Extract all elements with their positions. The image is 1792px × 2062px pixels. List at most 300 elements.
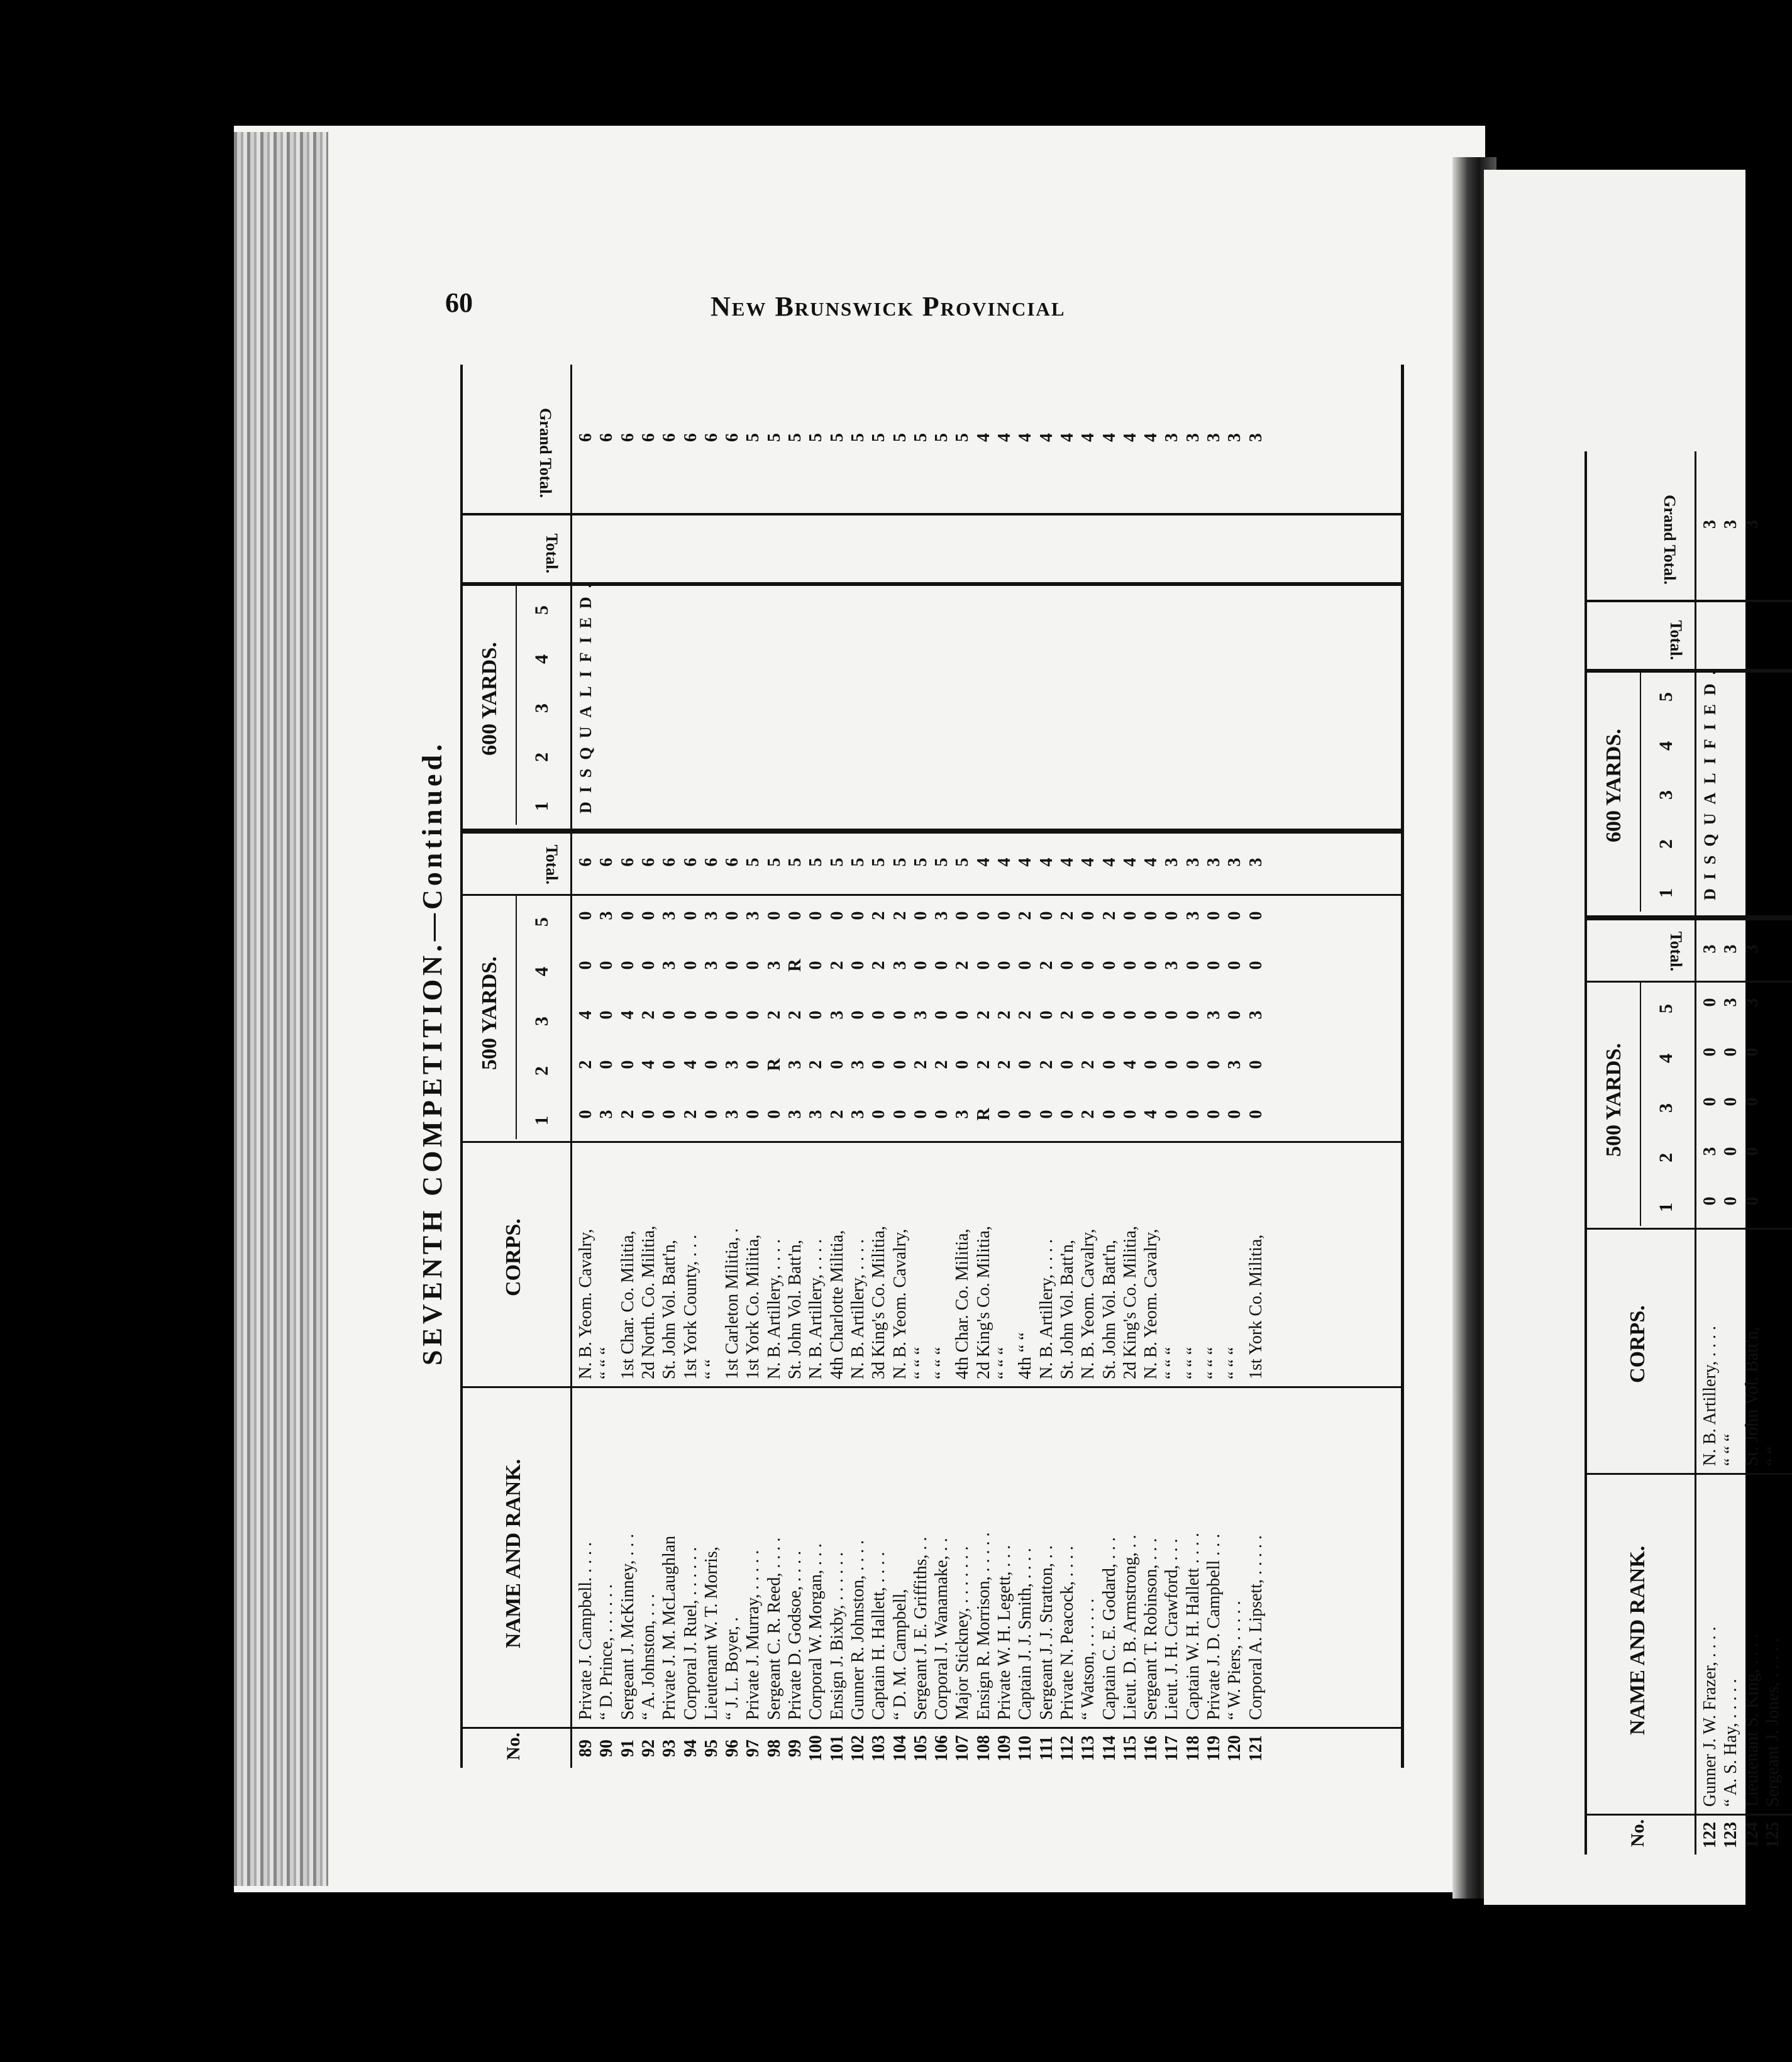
- yards-subrule: [516, 586, 517, 825]
- row-number: 117: [1162, 1735, 1182, 1762]
- row-shot-500: 0: [1183, 961, 1203, 970]
- row-corps: 2d North. Co. Militia,: [638, 1225, 658, 1379]
- row-grand-total: 3: [1162, 433, 1182, 442]
- row-shot-500: 0: [890, 1060, 910, 1069]
- row-shot-500: 0: [1015, 1110, 1036, 1119]
- row-shot-500: 0: [1225, 1110, 1245, 1119]
- row-shot-500: 0: [1057, 961, 1077, 970]
- row-shot-500: 0: [869, 1060, 889, 1069]
- row-shot-500: 0: [1141, 911, 1161, 920]
- row-grand-total: 4: [1015, 433, 1036, 442]
- row-total-500: 6: [597, 857, 617, 867]
- table-row: [1762, 451, 1783, 1855]
- row-shot-500: 3: [1183, 911, 1203, 920]
- header-shot-600: 2: [531, 753, 552, 762]
- row-grand-total: 5: [848, 433, 868, 442]
- row-total-500: 5: [910, 857, 931, 867]
- row-name-rank: “ W. Piers, . . . . .: [1225, 1601, 1245, 1720]
- row-shot-500: 0: [1225, 1010, 1245, 1020]
- row-shot-500: 0: [617, 1060, 638, 1069]
- row-shot-500: 4: [1141, 1110, 1161, 1119]
- row-corps: “ “ “: [597, 1347, 617, 1379]
- row-grand-total: 6: [617, 433, 638, 442]
- header-total-600: Total.: [543, 533, 561, 573]
- row-shot-500: 0: [722, 961, 743, 970]
- competition-title: SEVENTH COMPETITION.—Continued.: [417, 740, 448, 1365]
- row-number: 112: [1057, 1735, 1077, 1762]
- row-shot-500: 2: [680, 1110, 700, 1119]
- header-600-yards: 600 YARDS.: [478, 642, 501, 756]
- header-shot-500: 1: [531, 1116, 552, 1125]
- row-name-rank: Sergeant J. Jones, . . . . .: [1762, 1638, 1783, 1807]
- header-500-yards: 500 YARDS.: [478, 956, 501, 1070]
- row-shot-500: 2: [973, 1060, 993, 1069]
- row-grand-total: 5: [764, 433, 784, 442]
- row-name-rank: “ Watson, . . . . . .: [1078, 1598, 1098, 1720]
- row-total-500: 5: [785, 857, 805, 867]
- row-grand-total: 5: [827, 433, 847, 442]
- row-shot-500: 2: [995, 1060, 1014, 1069]
- row-shot-500: 0: [1057, 1060, 1077, 1069]
- header-no: No.: [1627, 1819, 1648, 1847]
- table-row: [1036, 365, 1057, 1768]
- row-shot-500: [1762, 978, 1783, 1027]
- row-total-500: 5: [848, 857, 868, 867]
- header-shot-600: 1: [1656, 888, 1676, 898]
- table-row: [1099, 365, 1120, 1768]
- row-name-rank: Lieut. D. B. Armstrong, . .: [1120, 1535, 1140, 1720]
- row-total-500: 5: [764, 857, 784, 867]
- table-row: [701, 365, 722, 1768]
- row-shot-500: 2: [1057, 911, 1077, 920]
- row-shot-500: 0: [1246, 1110, 1266, 1119]
- row-name-rank: “ D. M. Campbell,: [890, 1589, 910, 1720]
- row-corps: N. B. Artillery, . . . .: [1700, 1326, 1720, 1466]
- row-shot-500: 0: [680, 1010, 700, 1020]
- row-total-500: 3: [1246, 857, 1266, 867]
- row-shot-500: 0: [910, 961, 931, 970]
- row-shot-500: 3: [722, 1060, 743, 1069]
- row-shot-500: 0: [701, 1060, 721, 1069]
- row-name-rank: Sergeant J. E. Griffiths, . .: [910, 1536, 931, 1720]
- row-shot-500: 3: [827, 1010, 847, 1020]
- row-shot-500: 3: [743, 911, 763, 920]
- row-number: 113: [1078, 1735, 1098, 1762]
- row-name-rank: Private J. D. Campbell . . .: [1204, 1533, 1224, 1720]
- score-table-next-page: [1585, 451, 1783, 1855]
- row-shot-500: 4: [576, 1010, 595, 1020]
- row-corps: N. B. Artillery, . . . .: [1036, 1239, 1056, 1379]
- table-row: [1161, 365, 1182, 1768]
- row-shot-500: 0: [1700, 1047, 1720, 1057]
- row-grand-total: 6: [722, 433, 743, 442]
- row-shot-500: 2: [910, 1060, 931, 1069]
- row-grand-total: 5: [806, 433, 826, 442]
- table-row: [890, 365, 910, 1768]
- yards-subrule: [1640, 673, 1641, 912]
- row-total-500: [1762, 920, 1783, 978]
- row-number: 97: [743, 1739, 763, 1757]
- header-corps: CORPS.: [1626, 1305, 1649, 1383]
- header-shot-600: 1: [531, 802, 552, 811]
- row-number: 108: [973, 1735, 993, 1762]
- row-total-500: 4: [1078, 857, 1098, 867]
- header-total-600: Total.: [1667, 620, 1685, 660]
- row-corps: N. B. Yeom. Cavalry,: [1141, 1228, 1161, 1379]
- row-number: 122: [1700, 1822, 1720, 1848]
- row-shot-500: 0: [722, 911, 743, 920]
- row-shot-500: 0: [827, 911, 847, 920]
- table-row: [952, 365, 973, 1768]
- row-grand-total: 4: [1141, 433, 1161, 442]
- row-grand-total: 4: [1057, 433, 1077, 442]
- row-shot-500: 0: [617, 911, 638, 920]
- table-row: [827, 365, 848, 1768]
- row-shot-500: 4: [638, 1060, 658, 1069]
- row-number: 110: [1015, 1735, 1036, 1762]
- table-row: [638, 365, 659, 1768]
- running-head: New Brunswick Provincial: [711, 291, 1066, 322]
- row-total-500: 4: [1120, 857, 1140, 867]
- header-shot-500: 2: [531, 1066, 552, 1076]
- row-number: 98: [764, 1739, 784, 1757]
- row-shot-500: 0: [1141, 961, 1161, 970]
- row-corps: 4th Charlotte Militia,: [827, 1230, 847, 1379]
- row-number: 100: [806, 1735, 826, 1762]
- row-grand-total: 3: [1204, 433, 1224, 442]
- row-number: 95: [701, 1739, 721, 1757]
- row-shot-500: 3: [1246, 1010, 1266, 1020]
- row-shot-500: 0: [576, 911, 595, 920]
- row-shot-500: 2: [1078, 1060, 1098, 1069]
- row-shot-500: 0: [1700, 1097, 1720, 1106]
- row-name-rank: Sergeant J. McKinney, . . .: [617, 1533, 638, 1720]
- row-shot-500: 0: [973, 911, 993, 920]
- header-shot-500: 2: [1656, 1153, 1676, 1162]
- row-corps: St. John Vol. Batt'n,: [1742, 1326, 1762, 1466]
- row-shot-500: 0: [660, 1060, 680, 1069]
- row-shot-500: 0: [932, 1110, 952, 1119]
- table-row: [1720, 451, 1741, 1855]
- row-grand-total: [1762, 451, 1783, 597]
- row-grand-total: 5: [953, 433, 973, 442]
- row-total-500: 3: [1183, 857, 1203, 867]
- row-number: 105: [910, 1735, 931, 1762]
- disqualified-note: DISQUALIFIED.: [577, 575, 595, 813]
- row-shot-500: 3: [597, 911, 617, 920]
- row-shot-500: 3: [848, 1110, 868, 1119]
- row-name-rank: Sergeant T. Robinson, . . .: [1141, 1538, 1161, 1720]
- row-total-500: 4: [1057, 857, 1077, 867]
- row-shot-500: 0: [869, 1010, 889, 1020]
- row-shot-500: 0: [973, 961, 993, 970]
- row-shot-500: 0: [1099, 1110, 1119, 1119]
- row-name-rank: Private J. Murray, . . . . .: [743, 1550, 763, 1720]
- row-shot-500: 0: [1036, 911, 1056, 920]
- row-corps: St. John Vol. Batt'n,: [1057, 1240, 1077, 1379]
- row-number: 94: [680, 1739, 700, 1757]
- row-shot-500: 0: [680, 961, 700, 970]
- row-corps: N. B. Artillery, . . . .: [764, 1239, 784, 1379]
- header-name: NAME AND RANK.: [1626, 1545, 1649, 1735]
- row-name-rank: Private D. Godsoe, . . . .: [785, 1550, 805, 1720]
- header-total-500: Total.: [1667, 931, 1685, 971]
- row-number: 120: [1225, 1735, 1245, 1762]
- row-grand-total: 5: [869, 433, 889, 442]
- row-shot-500: 0: [1246, 911, 1266, 920]
- row-shot-500: 0: [1700, 998, 1720, 1007]
- row-corps: “ “ “: [1225, 1347, 1245, 1379]
- row-corps: “ “ “: [932, 1347, 952, 1379]
- row-shot-500: 3: [1721, 998, 1741, 1007]
- header-shot-500: 3: [531, 1017, 552, 1026]
- table-row: [931, 365, 952, 1768]
- row-total-500: 3: [1162, 857, 1182, 867]
- row-shot-500: 3: [701, 911, 721, 920]
- row-total-500: 4: [1141, 857, 1161, 867]
- row-total-500: 5: [827, 857, 847, 867]
- table-row: [1700, 451, 1720, 1855]
- row-name-rank: Private N. Peacock, . . . .: [1057, 1546, 1077, 1720]
- row-grand-total: 6: [638, 433, 658, 442]
- table-row: [1224, 365, 1245, 1768]
- table-row: [722, 365, 743, 1768]
- row-number: 89: [576, 1739, 595, 1757]
- table-row: [1141, 365, 1161, 1768]
- row-number: 115: [1120, 1735, 1140, 1762]
- row-shot-500: 0: [1721, 1097, 1741, 1106]
- row-corps: 4th “ “: [1015, 1332, 1036, 1379]
- row-number: 102: [848, 1735, 868, 1762]
- row-grand-total: 4: [973, 433, 993, 442]
- table-bottom-rule: [1401, 365, 1404, 1768]
- row-shot-500: 2: [869, 911, 889, 920]
- row-shot-500: 3: [1162, 961, 1182, 970]
- row-total-500: 3: [1700, 944, 1720, 954]
- row-shot-500: 0: [660, 1110, 680, 1119]
- row-number: 101: [827, 1735, 847, 1762]
- row-grand-total: 6: [680, 433, 700, 442]
- row-corps: “ “ “: [1721, 1433, 1741, 1466]
- header-grand-total: Grand Total.: [1661, 494, 1679, 585]
- row-number: 96: [722, 1739, 743, 1757]
- row-shot-500: 0: [1204, 961, 1224, 970]
- row-shot-500: 0: [1078, 1010, 1098, 1020]
- row-shot-500: 0: [722, 1010, 743, 1020]
- row-number: 103: [869, 1735, 889, 1762]
- row-shot-500: 3: [660, 911, 680, 920]
- row-shot-500: 3: [890, 961, 910, 970]
- row-shot-500: 0: [910, 1110, 931, 1119]
- row-shot-500: 0: [1721, 1147, 1741, 1156]
- row-corps: N. B. Yeom. Cavalry,: [576, 1228, 595, 1379]
- row-shot-500: 0: [1015, 961, 1036, 970]
- row-shot-500: 2: [1036, 1060, 1056, 1069]
- page-number: 60: [445, 287, 473, 318]
- row-total-500: 5: [743, 857, 763, 867]
- row-total-500: 3: [1721, 944, 1741, 954]
- row-name-rank: Private W. H. Legett, . . .: [995, 1545, 1014, 1720]
- table-row: [1120, 365, 1141, 1768]
- row-number: 116: [1141, 1735, 1161, 1762]
- row-corps: 2d King's Co. Militia,: [1120, 1226, 1140, 1379]
- row-shot-500: 3: [785, 1060, 805, 1069]
- table-row: [659, 365, 680, 1768]
- row-shot-500: 2: [973, 1010, 993, 1020]
- header-500-yards: 500 YARDS.: [1602, 1043, 1625, 1157]
- row-name-rank: Major Stickney, . . . . . . .: [953, 1546, 973, 1720]
- row-shot-500: 3: [1225, 1060, 1245, 1069]
- row-shot-500: 3: [785, 1110, 805, 1119]
- row-corps: “ “: [701, 1359, 721, 1379]
- row-shot-500: 0: [806, 1010, 826, 1020]
- row-shot-500: 2: [576, 1060, 595, 1069]
- row-shot-500: 0: [1141, 1010, 1161, 1020]
- row-shot-500: 0: [1099, 1060, 1119, 1069]
- header-shot-600: 4: [531, 654, 552, 664]
- header-shot-500: 4: [1656, 1054, 1676, 1063]
- table-row: [743, 365, 763, 1768]
- row-shot-500: [1762, 1077, 1783, 1127]
- table-row: [596, 365, 617, 1768]
- row-total-500: 5: [932, 857, 952, 867]
- table-row: [575, 365, 596, 1768]
- row-total-500: 6: [722, 857, 743, 867]
- row-corps: N. B. Yeom. Cavalry,: [890, 1228, 910, 1379]
- row-total-500: 5: [953, 857, 973, 867]
- row-number: 93: [660, 1739, 680, 1757]
- row-shot-500: 0: [764, 1110, 784, 1119]
- row-number: 109: [995, 1735, 1014, 1762]
- header-shot-500: 4: [531, 967, 552, 976]
- row-shot-500: 0: [1700, 1196, 1720, 1206]
- table-row: [1183, 365, 1203, 1768]
- table-row: [848, 365, 868, 1768]
- row-shot-500: 0: [890, 1110, 910, 1119]
- row-shot-500: 0: [638, 1110, 658, 1119]
- row-name-rank: Captain C. E. Godard, . . .: [1099, 1537, 1119, 1720]
- row-shot-500: 0: [1225, 961, 1245, 970]
- row-shot-500: 0: [1162, 1060, 1182, 1069]
- row-shot-500: 0: [638, 961, 658, 970]
- row-shot-500: 0: [1225, 911, 1245, 920]
- row-shot-500: [1762, 1027, 1783, 1077]
- row-shot-500: 0: [1120, 961, 1140, 970]
- row-shot-500: 3: [806, 1110, 826, 1119]
- row-number: 124: [1742, 1822, 1762, 1848]
- row-grand-total: 3: [1183, 433, 1203, 442]
- row-number: 125: [1762, 1822, 1783, 1848]
- row-shot-500: 0: [848, 1010, 868, 1020]
- row-corps: “ “ “: [910, 1347, 931, 1379]
- row-grand-total: 3: [1246, 433, 1266, 442]
- row-shot-500: 3: [848, 1060, 868, 1069]
- row-name-rank: “ A. S. Hay, . . . . .: [1721, 1679, 1741, 1807]
- row-corps: St. John Vol. Batt'n,: [1099, 1240, 1119, 1379]
- header-shot-600: 2: [1656, 839, 1676, 849]
- row-shot-500: 0: [617, 961, 638, 970]
- row-total-500: 6: [617, 857, 638, 867]
- row-name-rank: Corporal A. Lipsett, . . . . .: [1246, 1535, 1266, 1720]
- row-corps: 1st Carleton Militia, .: [722, 1228, 743, 1379]
- row-name-rank: “ D. Prince, . . . . . .: [597, 1584, 617, 1720]
- row-shot-500: 0: [1204, 911, 1224, 920]
- row-shot-500: 0: [995, 961, 1014, 970]
- row-number: 114: [1099, 1735, 1119, 1762]
- row-name-rank: Sergeant C. R. Reed, . . . .: [764, 1537, 784, 1720]
- row-shot-500: 0: [932, 961, 952, 970]
- row-shot-500: 0: [1742, 1097, 1762, 1106]
- row-corps: 3d King's Co. Militia,: [869, 1226, 889, 1379]
- row-number: 106: [932, 1735, 952, 1762]
- row-shot-500: 3: [932, 911, 952, 920]
- table-row: [1203, 365, 1224, 1768]
- row-grand-total: 5: [743, 433, 763, 442]
- row-shot-500: 0: [1721, 1196, 1741, 1206]
- row-total-500: 3: [1225, 857, 1245, 867]
- row-name-rank: Corporal J. Wanamake, . .: [932, 1538, 952, 1720]
- row-shot-500: 0: [576, 1110, 595, 1119]
- row-corps: 4th Char. Co. Militia,: [953, 1228, 973, 1379]
- row-number: 91: [617, 1739, 638, 1757]
- row-shot-500: 2: [953, 961, 973, 970]
- row-shot-500: 2: [932, 1060, 952, 1069]
- row-shot-500: 0: [1120, 1110, 1140, 1119]
- table-row: [1742, 451, 1762, 1855]
- row-shot-500: 0: [1246, 961, 1266, 970]
- header-shot-500: 1: [1656, 1203, 1676, 1212]
- row-number: 92: [638, 1739, 658, 1757]
- table-row: [1078, 365, 1098, 1768]
- row-name-rank: Ensign J. Bixby, . . . . . .: [827, 1552, 847, 1720]
- row-shot-500: 0: [701, 1110, 721, 1119]
- row-name-rank: Captain J. J. Smith, . . . .: [1015, 1548, 1036, 1720]
- row-shot-500: 3: [1204, 1010, 1224, 1020]
- row-shot-500: 3: [1742, 998, 1762, 1007]
- row-corps: N. B. Artillery, . . . .: [806, 1239, 826, 1379]
- row-corps: St. John Vol. Batt'n,: [660, 1240, 680, 1379]
- row-shot-500: 3: [597, 1110, 617, 1119]
- row-name-rank: “ A. Johnston, . . .: [638, 1594, 658, 1720]
- row-shot-500: 0: [1204, 1110, 1224, 1119]
- row-grand-total: 5: [932, 433, 952, 442]
- row-shot-500: 3: [910, 1010, 931, 1020]
- row-name-rank: Corporal W. Morgan, . . .: [806, 1543, 826, 1720]
- row-grand-total: 3: [1721, 520, 1741, 529]
- row-grand-total: 5: [890, 433, 910, 442]
- row-shot-500: 2: [827, 1110, 847, 1119]
- header-shot-500: 5: [1656, 1004, 1676, 1013]
- row-shot-500: 0: [806, 911, 826, 920]
- row-name-rank: Private J. M. McLaughlan: [660, 1535, 680, 1720]
- row-shot-500: 0: [1246, 1060, 1266, 1069]
- row-total-500: 4: [1099, 857, 1119, 867]
- row-total-500: 6: [638, 857, 658, 867]
- row-shot-500: 0: [1721, 1047, 1741, 1057]
- row-total-500: 6: [680, 857, 700, 867]
- row-corps: “ “ “: [1183, 1347, 1203, 1379]
- row-shot-500: 4: [1120, 1060, 1140, 1069]
- row-grand-total: 3: [1225, 433, 1245, 442]
- row-shot-500: 3: [660, 961, 680, 970]
- row-grand-total: 6: [576, 433, 595, 442]
- row-shot-500: 0: [1183, 1010, 1203, 1020]
- row-shot-500: 0: [910, 911, 931, 920]
- table-top-rule: [460, 365, 463, 1768]
- header-shot-500: 5: [531, 917, 552, 927]
- row-corps: N. B. Yeom. Cavalry,: [1078, 1228, 1098, 1379]
- row-grand-total: 3: [1700, 520, 1720, 529]
